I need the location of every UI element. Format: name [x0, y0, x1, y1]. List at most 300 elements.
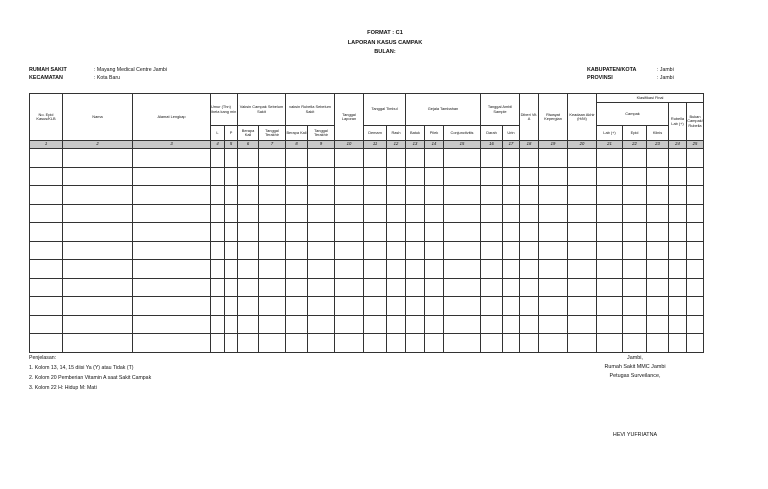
column-number: 16 [481, 141, 503, 149]
province-label: PROVINSI [587, 75, 613, 81]
col-riwayat: Riwayat Kepergian [539, 94, 568, 141]
table-cell [335, 260, 364, 279]
table-cell [308, 204, 335, 223]
table-cell [597, 278, 623, 297]
col-bukan-campak: Bukan Campak/ Rubella [687, 103, 704, 141]
table-cell [30, 334, 63, 353]
table-cell [647, 315, 669, 334]
table-cell [30, 278, 63, 297]
table-cell [425, 297, 444, 316]
signature-city: Jambi, [627, 355, 643, 361]
table-cell [30, 149, 63, 168]
note-item: 2. Kolom 20 Pemberian Vitamin A saat Sakit Campak [29, 375, 152, 381]
table-cell [259, 297, 286, 316]
column-number: 14 [425, 141, 444, 149]
table-cell [286, 186, 308, 205]
table-cell [687, 167, 704, 186]
table-cell [568, 149, 597, 168]
table-cell [597, 334, 623, 353]
table-cell [286, 315, 308, 334]
table-cell [647, 186, 669, 205]
sub-conjunctivitis: Conjunctivitis [444, 126, 481, 141]
table-cell [406, 186, 425, 205]
table-cell [539, 241, 568, 260]
table-cell [259, 204, 286, 223]
note-item: 1. Kolom 13, 14, 15 diisi Ya (Y) atau Tidak (T) [29, 365, 134, 371]
table-cell [364, 278, 387, 297]
regency-value: : Jambi [657, 67, 674, 73]
table-cell [211, 167, 225, 186]
table-cell [520, 260, 539, 279]
signature-block [560, 354, 710, 381]
table-cell [225, 167, 238, 186]
sub-batuk: Batuk [406, 126, 425, 141]
table-cell [259, 223, 286, 242]
table-cell [623, 204, 647, 223]
table-cell [687, 241, 704, 260]
table-cell [623, 297, 647, 316]
table-cell [259, 260, 286, 279]
table-cell [597, 204, 623, 223]
table-cell [308, 315, 335, 334]
sub-urin: Urin [503, 126, 520, 141]
table-cell [211, 315, 225, 334]
table-cell [308, 297, 335, 316]
table-cell [259, 334, 286, 353]
col-campak: Campak [597, 103, 669, 126]
table-cell [406, 204, 425, 223]
sub-epid: Epid [623, 126, 647, 141]
signature-role: Petugas Surveilance, [609, 373, 661, 379]
table-cell [647, 334, 669, 353]
notes-title: Penjelasan: [29, 355, 57, 361]
table-cell [286, 223, 308, 242]
column-number: 2 [63, 141, 133, 149]
table-cell [30, 297, 63, 316]
table-cell [308, 241, 335, 260]
table-cell [503, 241, 520, 260]
table-cell [387, 278, 406, 297]
table-cell [335, 223, 364, 242]
table-cell [406, 223, 425, 242]
column-number: 20 [568, 141, 597, 149]
table-cell [225, 278, 238, 297]
table-cell [133, 186, 211, 205]
table-cell [30, 186, 63, 205]
table-cell [444, 315, 481, 334]
table-cell [30, 167, 63, 186]
col-nama: Nama [63, 94, 133, 141]
table-cell [669, 315, 687, 334]
table-cell [568, 167, 597, 186]
table-cell [481, 223, 503, 242]
table-cell [211, 334, 225, 353]
table-cell [63, 260, 133, 279]
table-cell [597, 260, 623, 279]
table-cell [238, 167, 259, 186]
table-cell [225, 315, 238, 334]
table-cell [308, 149, 335, 168]
table-cell [503, 167, 520, 186]
table-cell [503, 278, 520, 297]
table-cell [444, 260, 481, 279]
table-cell [669, 278, 687, 297]
table-cell [63, 278, 133, 297]
table-cell [481, 167, 503, 186]
table-cell [669, 186, 687, 205]
table-cell [481, 260, 503, 279]
table-cell [133, 260, 211, 279]
table-cell [623, 149, 647, 168]
table-cell [687, 297, 704, 316]
table-cell [30, 204, 63, 223]
table-cell [568, 315, 597, 334]
sub-tgl-terakhir-campak: Tanggal Terakhir [259, 126, 286, 141]
column-number: 10 [335, 141, 364, 149]
col-vaksin-campak: Vaksin Campak Sebelum Sakit [238, 94, 286, 126]
case-report-table [29, 93, 704, 353]
column-number: 11 [364, 141, 387, 149]
table-cell [286, 149, 308, 168]
table-cell [520, 149, 539, 168]
table-cell [520, 186, 539, 205]
table-cell [308, 334, 335, 353]
column-number: 5 [225, 141, 238, 149]
table-cell [568, 260, 597, 279]
sub-berapa-kali-campak: Berapa Kali [238, 126, 259, 141]
table-cell [63, 149, 133, 168]
table-cell [259, 167, 286, 186]
sub-klinis: Klinis [647, 126, 669, 141]
table-cell [444, 334, 481, 353]
table-cell [623, 186, 647, 205]
table-cell [387, 204, 406, 223]
table-cell [63, 186, 133, 205]
col-rubella-lab: Rubella Lab (+) [669, 103, 687, 141]
table-cell [211, 204, 225, 223]
table-cell [539, 167, 568, 186]
table-cell [30, 241, 63, 260]
col-umur: Umur (Thn) /bela kang min [211, 94, 238, 126]
district-value: : Kota Baru [94, 75, 120, 81]
table-cell [63, 315, 133, 334]
table-cell [687, 223, 704, 242]
table-cell [387, 186, 406, 205]
table-cell [539, 223, 568, 242]
table-cell [481, 334, 503, 353]
sub-l: L [211, 126, 225, 141]
table-cell [623, 241, 647, 260]
table-cell [211, 297, 225, 316]
table-cell [308, 167, 335, 186]
sub-lab: Lab (+) [597, 126, 623, 141]
table-cell [687, 204, 704, 223]
table-cell [335, 149, 364, 168]
table-cell [425, 315, 444, 334]
table-row [30, 167, 704, 186]
table-cell [335, 297, 364, 316]
note-item: 3. Kolom 22 H: Hidup M: Mati [29, 385, 97, 391]
table-cell [597, 167, 623, 186]
table-cell [687, 278, 704, 297]
table-cell [364, 315, 387, 334]
table-cell [687, 260, 704, 279]
column-number: 8 [286, 141, 308, 149]
table-cell [623, 315, 647, 334]
table-cell [481, 278, 503, 297]
table-cell [308, 278, 335, 297]
report-title: LAPORAN KASUS CAMPAK [347, 40, 423, 46]
table-cell [286, 297, 308, 316]
sub-darah: Darah [481, 126, 503, 141]
col-no-epid: No. Epid Kasus/KLB [30, 94, 63, 141]
table-cell [647, 241, 669, 260]
table-cell [444, 278, 481, 297]
table-cell [647, 167, 669, 186]
table-cell [133, 204, 211, 223]
table-cell [444, 241, 481, 260]
table-cell [503, 186, 520, 205]
table-cell [238, 278, 259, 297]
table-cell [238, 204, 259, 223]
sub-demam: Demam [364, 126, 387, 141]
table-cell [364, 334, 387, 353]
table-cell [406, 278, 425, 297]
table-cell [364, 297, 387, 316]
table-cell [286, 167, 308, 186]
column-number: 24 [669, 141, 687, 149]
table-cell [238, 186, 259, 205]
sub-pilek: Pilek [425, 126, 444, 141]
table-cell [259, 315, 286, 334]
column-number: 4 [211, 141, 225, 149]
table-cell [623, 278, 647, 297]
table-cell [406, 315, 425, 334]
table-cell [687, 315, 704, 334]
table-cell [520, 241, 539, 260]
table-cell [647, 149, 669, 168]
table-row [30, 223, 704, 242]
table-cell [647, 297, 669, 316]
table-cell [503, 315, 520, 334]
table-cell [520, 223, 539, 242]
table-row [30, 334, 704, 353]
district-label: KECAMATAN [29, 75, 63, 81]
table-cell [63, 241, 133, 260]
table-cell [133, 149, 211, 168]
col-tgl-timbul: Tanggal Timbul [364, 94, 406, 126]
signature-org: Rumah Sakit MMC Jambi [604, 364, 666, 370]
column-number: 3 [133, 141, 211, 149]
column-number: 1 [30, 141, 63, 149]
table-cell [133, 241, 211, 260]
table-cell [406, 167, 425, 186]
table-cell [425, 278, 444, 297]
table-cell [481, 315, 503, 334]
table-cell [444, 186, 481, 205]
table-row [30, 149, 704, 168]
table-cell [133, 278, 211, 297]
table-cell [647, 204, 669, 223]
table-cell [259, 149, 286, 168]
table-cell [133, 297, 211, 316]
table-cell [259, 186, 286, 205]
table-cell [364, 204, 387, 223]
table-cell [520, 334, 539, 353]
table-cell [539, 334, 568, 353]
table-cell [481, 149, 503, 168]
table-cell [238, 315, 259, 334]
table-cell [238, 334, 259, 353]
column-number: 9 [308, 141, 335, 149]
table-row [30, 241, 704, 260]
table-cell [133, 223, 211, 242]
table-cell [568, 334, 597, 353]
table-cell [211, 149, 225, 168]
table-cell [481, 297, 503, 316]
table-cell [503, 149, 520, 168]
table-cell [520, 167, 539, 186]
table-cell [335, 334, 364, 353]
table-cell [539, 204, 568, 223]
table-cell [211, 241, 225, 260]
table-cell [568, 297, 597, 316]
table-cell [539, 278, 568, 297]
table-row [30, 204, 704, 223]
table-cell [623, 223, 647, 242]
table-cell [481, 186, 503, 205]
table-cell [286, 334, 308, 353]
table-cell [539, 149, 568, 168]
table-cell [425, 241, 444, 260]
table-cell [406, 241, 425, 260]
notes [29, 353, 151, 393]
table-cell [425, 149, 444, 168]
table-cell [481, 204, 503, 223]
column-number: 7 [259, 141, 286, 149]
table-cell [387, 223, 406, 242]
table-cell [387, 167, 406, 186]
table-cell [647, 260, 669, 279]
table-cell [503, 297, 520, 316]
table-cell [259, 241, 286, 260]
table-cell [286, 204, 308, 223]
table-cell [286, 260, 308, 279]
format-code: FORMAT : C1 [367, 30, 403, 36]
table-cell [387, 260, 406, 279]
table-cell [503, 204, 520, 223]
table-cell [568, 186, 597, 205]
table-cell [335, 315, 364, 334]
table-cell [597, 186, 623, 205]
table-cell [225, 186, 238, 205]
table-cell [238, 223, 259, 242]
table-cell [211, 223, 225, 242]
table-cell [669, 149, 687, 168]
table-row [30, 260, 704, 279]
table-cell [308, 260, 335, 279]
table-cell [444, 149, 481, 168]
table-cell [406, 297, 425, 316]
table-cell [387, 334, 406, 353]
table-cell [238, 297, 259, 316]
table-cell [225, 334, 238, 353]
table-cell [425, 186, 444, 205]
table-cell [503, 223, 520, 242]
table-cell [225, 260, 238, 279]
column-number: 17 [503, 141, 520, 149]
table-cell [669, 241, 687, 260]
table-cell [669, 223, 687, 242]
table-cell [539, 260, 568, 279]
table-cell [364, 223, 387, 242]
table-cell [308, 223, 335, 242]
table-cell [444, 223, 481, 242]
table-cell [225, 204, 238, 223]
table-cell [687, 186, 704, 205]
table-cell [503, 260, 520, 279]
table-row [30, 315, 704, 334]
table-cell [335, 167, 364, 186]
table-cell [568, 204, 597, 223]
table-cell [647, 278, 669, 297]
signature-name: HEVI YUFRIATNA [612, 432, 658, 438]
table-cell [444, 204, 481, 223]
table-cell [335, 186, 364, 205]
hospital-label: RUMAH SAKIT [29, 67, 67, 73]
col-vaksin-rubella: vaksin Rubella Sebelum Sakit [286, 94, 335, 126]
col-tgl-sample: Tanggal Ambil Sample [481, 94, 520, 126]
table-cell [225, 149, 238, 168]
table-cell [133, 167, 211, 186]
table-row [30, 278, 704, 297]
col-diberi-vit: Diberi Vit. A [520, 94, 539, 141]
table-cell [225, 297, 238, 316]
table-cell [30, 260, 63, 279]
table-cell [597, 241, 623, 260]
table-cell [623, 260, 647, 279]
table-cell [387, 241, 406, 260]
table-cell [444, 297, 481, 316]
table-cell [335, 204, 364, 223]
table-cell [597, 315, 623, 334]
column-number: 6 [238, 141, 259, 149]
table-cell [133, 334, 211, 353]
column-number: 23 [647, 141, 669, 149]
table-cell [669, 167, 687, 186]
table-cell [238, 260, 259, 279]
table-cell [568, 223, 597, 242]
table-cell [364, 167, 387, 186]
table-cell [425, 260, 444, 279]
table-cell [597, 297, 623, 316]
table-cell [539, 297, 568, 316]
sub-rash: Rash [387, 126, 406, 141]
table-cell [133, 315, 211, 334]
table-cell [520, 278, 539, 297]
table-cell [568, 241, 597, 260]
col-alamat: Alamat Lengkap [133, 94, 211, 141]
sub-p: P [225, 126, 238, 141]
table-cell [225, 223, 238, 242]
col-klasifikasi: Klasifikasi Final [597, 94, 704, 103]
column-number: 25 [687, 141, 704, 149]
table-cell [211, 186, 225, 205]
table-cell [308, 186, 335, 205]
table-cell [238, 241, 259, 260]
table-cell [225, 241, 238, 260]
column-number: 19 [539, 141, 568, 149]
